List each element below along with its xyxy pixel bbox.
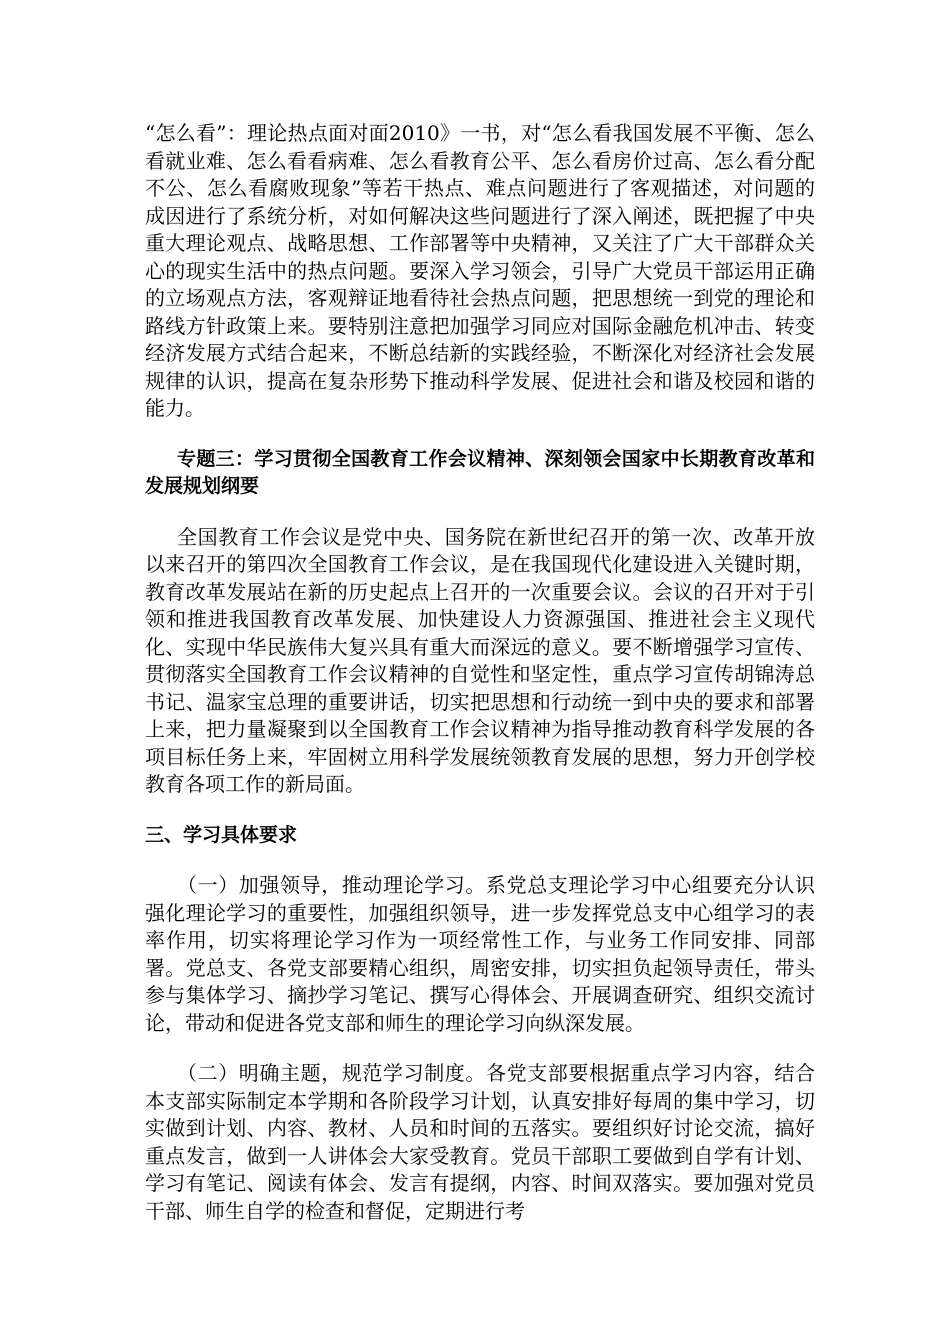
requirement-1-paragraph: （一）加强领导，推动理论学习。系党总支理论学习中心组要充分认识强化理论学习的重要性，加强组织领导，进一步发挥党总支中心组学习的表率作用，切实将理论学习作为一项经常性工作，与业务工作同安排、同部署。党总支、各党支部要精心组织，周密安排，切实担负起领导责任，带头参与集体学习、摘抄学习笔记、撰写心得体会、开展调查研究、组织交流讨论，带动和促进各党支部和师生的理论学习向纵深发展。 [145,873,815,1035]
topic3-paragraph: 全国教育工作会议是党中央、国务院在新世纪召开的第一次、改革开放以来召开的第四次全国教育工作会议，是在我国现代化建设进入关键时期，教育改革发展站在新的历史起点上召开的一次重要会议。会议的召开对于引领和推进我国教育改革发展、加快建设人力资源强国、推进社会主义现代化、实现中华民族伟大复兴具有重大而深远的意义。要不断增强学习宣传、贯彻落实全国教育工作会议精神的自觉性和坚定性，重点学习宣传胡锦涛总书记、温家宝总理的重要讲话，切实把思想和行动统一到中央的要求和部署上来，把力量凝聚到以全国教育工作会议精神为指导推动教育科学发展的各项目标任务上来，牢固树立用科学发展统领教育发展的思想，努力开创学校教育各项工作的新局面。 [145,524,815,796]
requirement-2-paragraph: （二）明确主题，规范学习制度。各党支部要根据重点学习内容，结合本支部实际制定本学期和各阶段学习计划，认真安排好每周的集中学习，切实做到计划、内容、教材、人员和时间的五落实。要组织好讨论交流，搞好重点发言，做到一人讲体会大家受教育。党员干部职工要做到自学有计划、学习有笔记、阅读有体会、发言有提纲，内容、时间双落实。要加强对党员干部、师生自学的检查和督促，定期进行考 [145,1061,815,1223]
section3-heading: 三、学习具体要求 [145,823,298,846]
intro-paragraph: “怎么看”：理论热点面对面2010》一书，对“怎么看我国发展不平衡、怎么看就业难、怎么看看病难、怎么看教育公平、怎么看房价过高、怎么看分配不公、怎么看腐败现象”等若干热点、难点问题进行了客观描述，对问题的成因进行了系统分析，对如何解决这些问题进行了深入阐述，既把握了中央重大理论观点、战略思想、工作部署等中央精神，又关注了广大干部群众关心的现实生活中的热点问题。要深入学习领会，引导广大党员干部运用正确的立场观点方法，客观辩证地看待社会热点问题，把思想统一到党的理论和路线方针政策上来。要特别注意把加强学习同应对国际金融危机冲击、转变经济发展方式结合起来，不断总结新的实践经验，不断深化对经济社会发展规律的认识，提高在复杂形势下推动科学发展、促进社会和谐及校园和谐的能力。 [145,121,815,420]
document-page [145,120,815,1248]
topic3-heading: 专题三：学习贯彻全国教育工作会议精神、深刻领会国家中长期教育改革和发展规划纲要 [145,447,815,497]
